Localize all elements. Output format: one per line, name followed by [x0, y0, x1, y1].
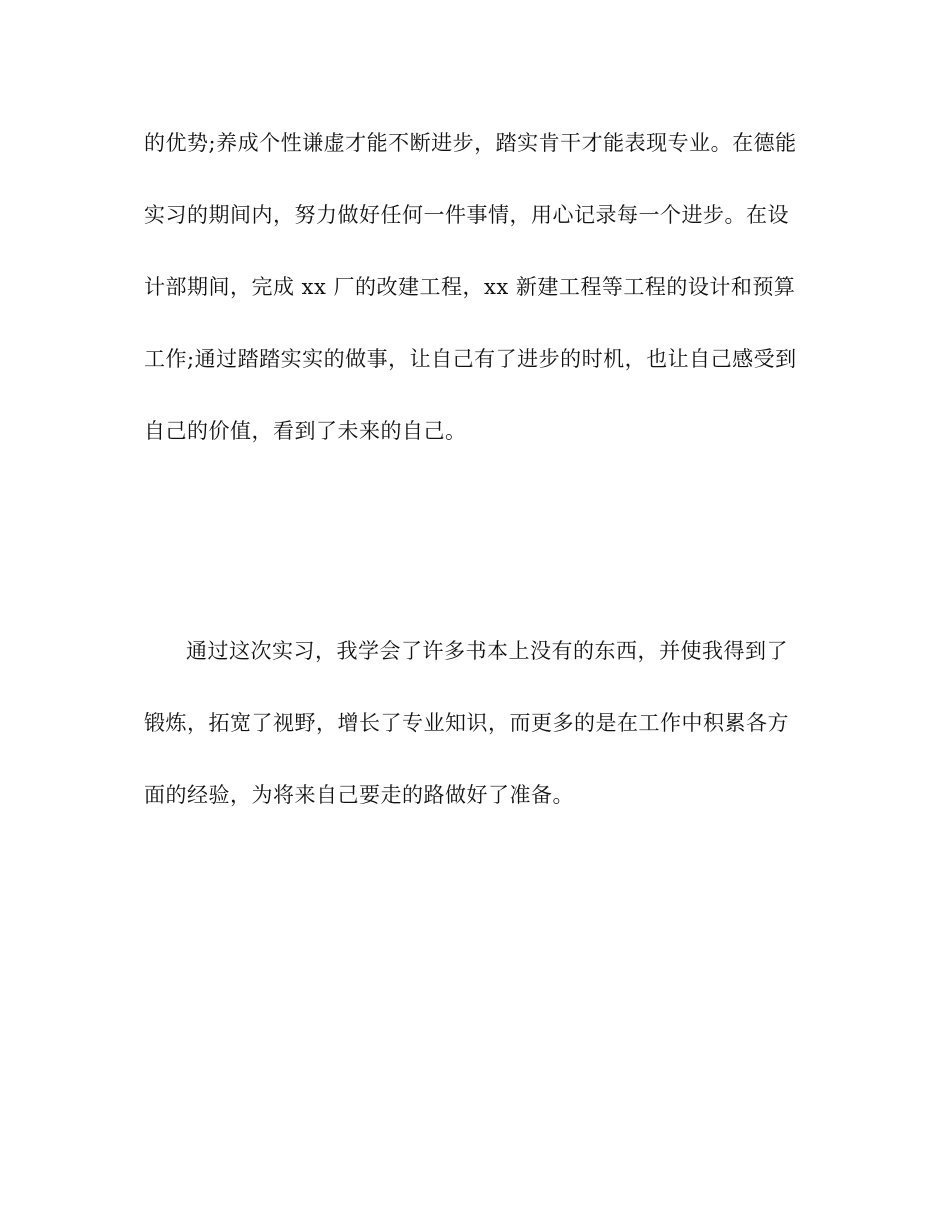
paragraph-line: 的优势;养成个性谦虚才能不断进步，踏实肯干才能表现专业。在德能 — [144, 131, 797, 155]
paragraph-line: 实习的期间内，努力做好任何一件事情，用心记录每一个进步。在设 — [144, 203, 789, 227]
paragraph-line: 自己的价值，看到了未来的自己。 — [144, 419, 467, 443]
paragraph-line: 通过这次实习，我学会了许多书本上没有的东西，并使我得到了 — [186, 639, 788, 663]
paragraph-line: 面的经验，为将来自己要走的路做好了准备。 — [144, 783, 574, 807]
paragraph-line: 工作;通过踏踏实实的做事，让自己有了进步的时机，也让自己感受到 — [144, 347, 797, 371]
paragraph-line: 计部期间，完成 xx 厂的改建工程，xx 新建工程等工程的设计和预算 — [144, 275, 796, 299]
paragraph-line: 锻炼，拓宽了视野，增长了专业知识，而更多的是在工作中积累各方 — [144, 711, 789, 735]
